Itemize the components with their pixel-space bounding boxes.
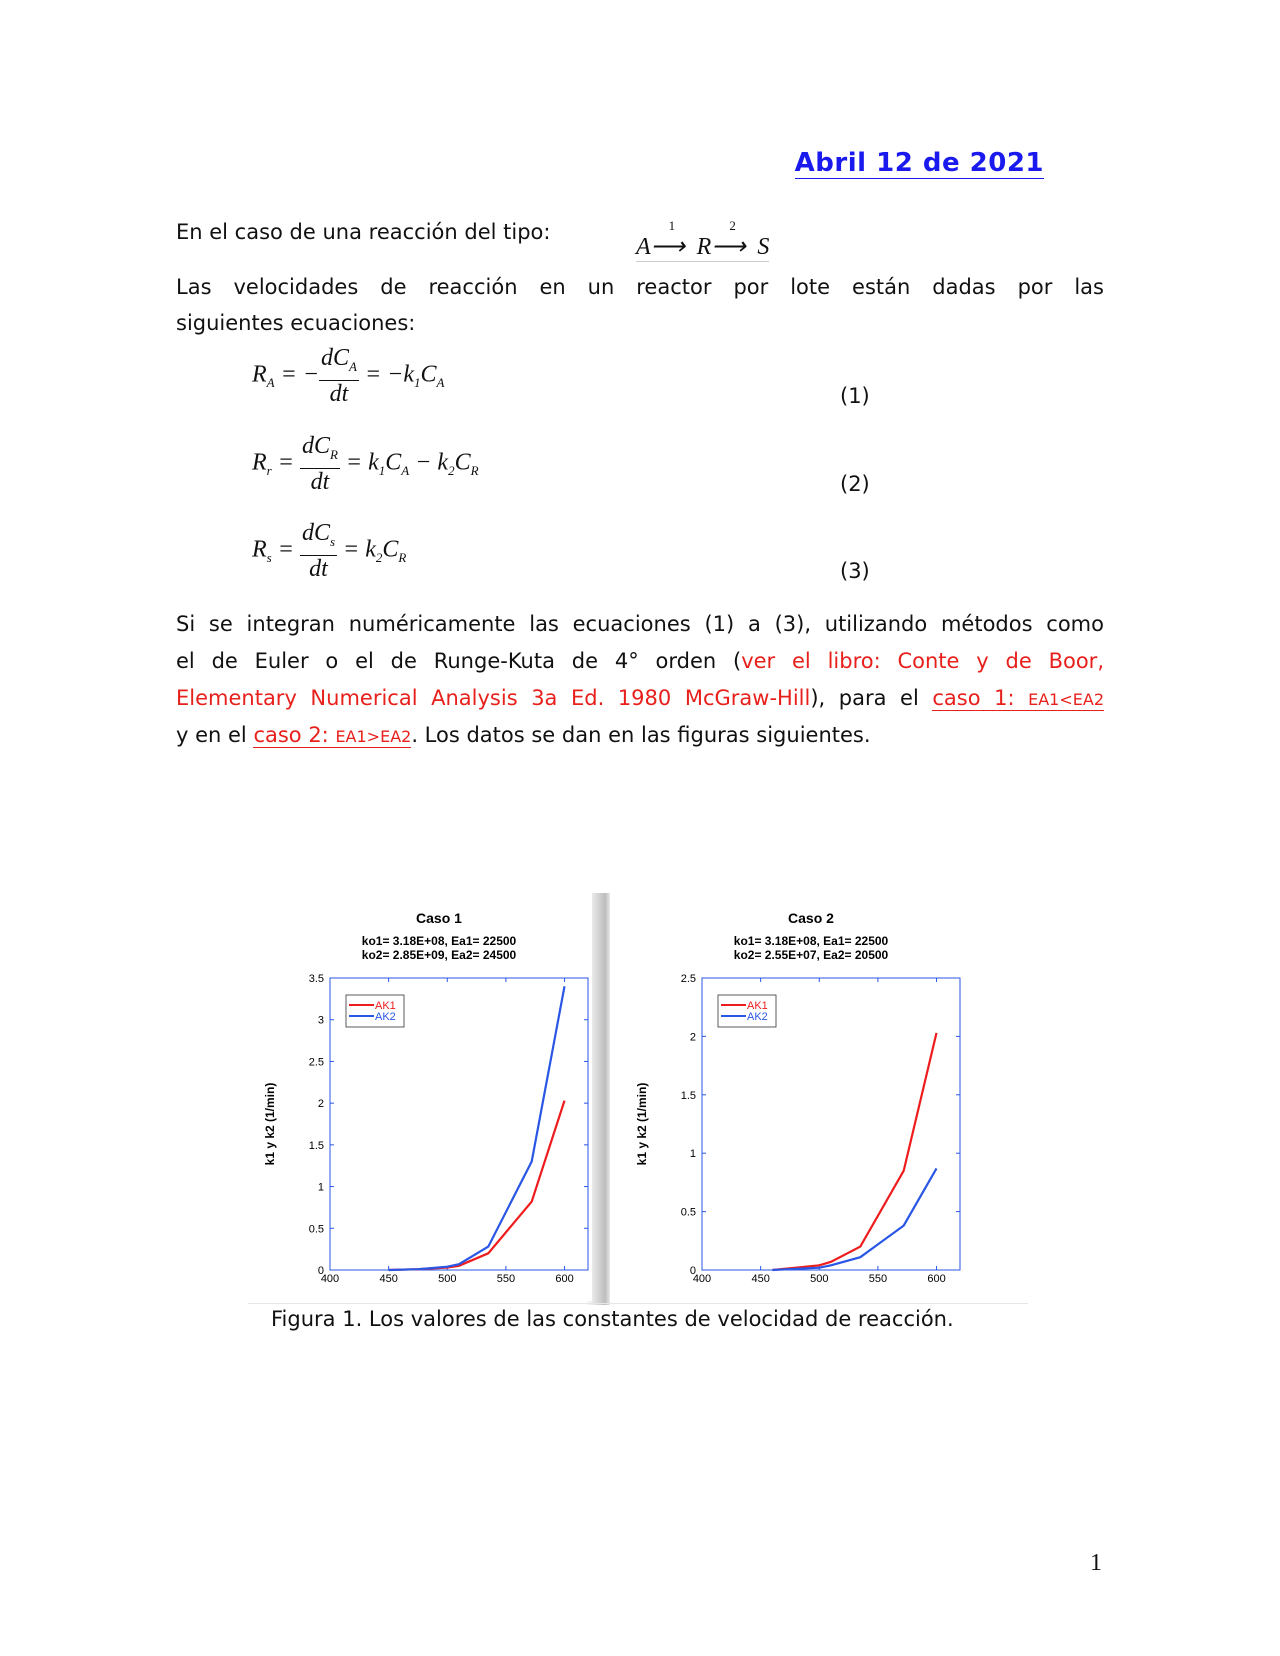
y-tick-label: 1.5 bbox=[308, 1139, 324, 1152]
equation-1-number: (1) bbox=[840, 384, 870, 408]
case1-label: caso 1: bbox=[932, 686, 1029, 710]
page-date: Abril 12 de 2021 bbox=[794, 148, 1044, 178]
x-tick-label: 400 bbox=[320, 1273, 340, 1285]
chart-title: Caso 2 bbox=[788, 910, 834, 926]
case1-link[interactable] bbox=[932, 686, 1104, 711]
arrow-2-label: 2 bbox=[729, 218, 736, 233]
x-tick-label: 550 bbox=[496, 1273, 516, 1285]
equation-3: $R_s$ = $\frac{dC_s}{dt}$ = $k_2C_R$ bbox=[252, 520, 407, 582]
equation-2: $R_r$ = $\frac{dC_R}{dt}$ = $k_1C_A - k_2C_R$ bbox=[252, 433, 479, 495]
reaction-scheme bbox=[636, 218, 770, 262]
intro-text: En el caso de una reacción del tipo: bbox=[176, 220, 551, 244]
legend-label: AK1 bbox=[747, 1000, 768, 1012]
chart-subtitle-2: ko2= 2.55E+07, Ea2= 20500 bbox=[733, 948, 889, 962]
chart-subtitle-1: ko1= 3.18E+08, Ea1= 22500 bbox=[361, 934, 517, 948]
y-tick-label: 0 bbox=[689, 1265, 696, 1277]
x-tick-label: 600 bbox=[555, 1273, 574, 1285]
book-reference-1: ver el libro: Conte y de Boor, bbox=[741, 649, 1104, 673]
series-line-ak2 bbox=[389, 986, 565, 1270]
y-tick-label: 1 bbox=[317, 1181, 324, 1194]
x-tick-label: 400 bbox=[692, 1273, 712, 1285]
y-axis-label: k1 y k2 (1/min) bbox=[263, 1082, 277, 1166]
body-line2-text: el de Euler o el de Runge-Kuta de 4° orden ( bbox=[176, 649, 742, 673]
arrow-1-label: 1 bbox=[668, 218, 676, 233]
x-tick-label: 450 bbox=[751, 1273, 770, 1285]
x-tick-label: 600 bbox=[927, 1273, 946, 1285]
figure-1 bbox=[248, 893, 1028, 1305]
body-line3-text: ), para el bbox=[810, 686, 933, 710]
figure-bottom-edge bbox=[248, 1303, 1028, 1304]
series-line-ak2 bbox=[772, 1168, 936, 1270]
y-axis-label: k1 y k2 (1/min) bbox=[635, 1082, 649, 1166]
species-s: S bbox=[757, 234, 770, 260]
x-tick-label: 500 bbox=[810, 1273, 829, 1285]
body-line4-text: y en el bbox=[176, 723, 254, 747]
body-line2 bbox=[176, 643, 1104, 680]
x-tick-label: 450 bbox=[379, 1273, 398, 1285]
y-tick-label: 2.5 bbox=[680, 973, 696, 985]
y-tick-label: 2.5 bbox=[308, 1056, 324, 1069]
intro-line3: siguientes ecuaciones: bbox=[176, 311, 416, 335]
y-tick-label: 3 bbox=[317, 1014, 324, 1027]
page-number: 1 bbox=[1090, 1550, 1102, 1576]
legend-label: AK2 bbox=[375, 1011, 396, 1023]
intro-line2: Las velocidades de reacción en un reactor por lote están dadas por las bbox=[176, 275, 1104, 299]
equation-3-number: (3) bbox=[840, 559, 870, 583]
x-tick-label: 550 bbox=[868, 1273, 888, 1285]
book-reference-2: Elementary Numerical Analysis 3a Ed. 1980 McGraw-Hill bbox=[176, 686, 811, 710]
chart-caso-1 bbox=[256, 893, 592, 1301]
chart-title: Caso 1 bbox=[416, 910, 462, 926]
case1-condition: EA1<EA2 bbox=[1028, 690, 1104, 709]
case2-label: caso 2: bbox=[253, 723, 336, 747]
y-tick-label: 3.5 bbox=[308, 973, 324, 985]
chart-subtitle-1: ko1= 3.18E+08, Ea1= 22500 bbox=[733, 934, 889, 948]
legend-label: AK1 bbox=[375, 1000, 396, 1012]
y-tick-label: 0.5 bbox=[308, 1223, 324, 1236]
chart-caso-2 bbox=[628, 893, 964, 1301]
species-a: A bbox=[636, 234, 651, 260]
body-line4-end: . Los datos se dan en las figuras siguientes. bbox=[411, 723, 871, 747]
y-tick-label: 1.5 bbox=[680, 1089, 696, 1102]
equation-2-number: (2) bbox=[840, 472, 870, 496]
series-line-ak1 bbox=[772, 1033, 936, 1270]
y-tick-label: 0.5 bbox=[680, 1206, 696, 1219]
arrow-2: ⟶ 2 bbox=[711, 218, 746, 260]
y-tick-label: 2 bbox=[317, 1098, 324, 1111]
chart-subtitle-2: ko2= 2.85E+09, Ea2= 24500 bbox=[361, 948, 517, 962]
arrow-1: ⟶ 1 bbox=[650, 218, 686, 260]
species-r: R bbox=[696, 234, 712, 260]
case2-condition: EA1>EA2 bbox=[335, 727, 412, 746]
body-line1: Si se integran numéricamente las ecuaciones (1) a (3), utilizando métodos como bbox=[176, 612, 1104, 636]
equation-1: $R_A$ = − $\frac{dC_A}{dt}$ = $-k_1C_A$ bbox=[252, 345, 445, 407]
legend-label: AK2 bbox=[747, 1011, 768, 1023]
figure-caption: Figura 1. Los valores de las constantes de velocidad de reacción. bbox=[271, 1307, 954, 1331]
x-tick-label: 500 bbox=[438, 1273, 457, 1285]
case2-link[interactable] bbox=[253, 723, 411, 748]
body-line3 bbox=[176, 680, 1104, 718]
y-tick-label: 2 bbox=[689, 1031, 696, 1044]
body-line4 bbox=[176, 717, 1104, 755]
y-tick-label: 0 bbox=[317, 1265, 324, 1277]
y-tick-label: 1 bbox=[689, 1148, 696, 1161]
